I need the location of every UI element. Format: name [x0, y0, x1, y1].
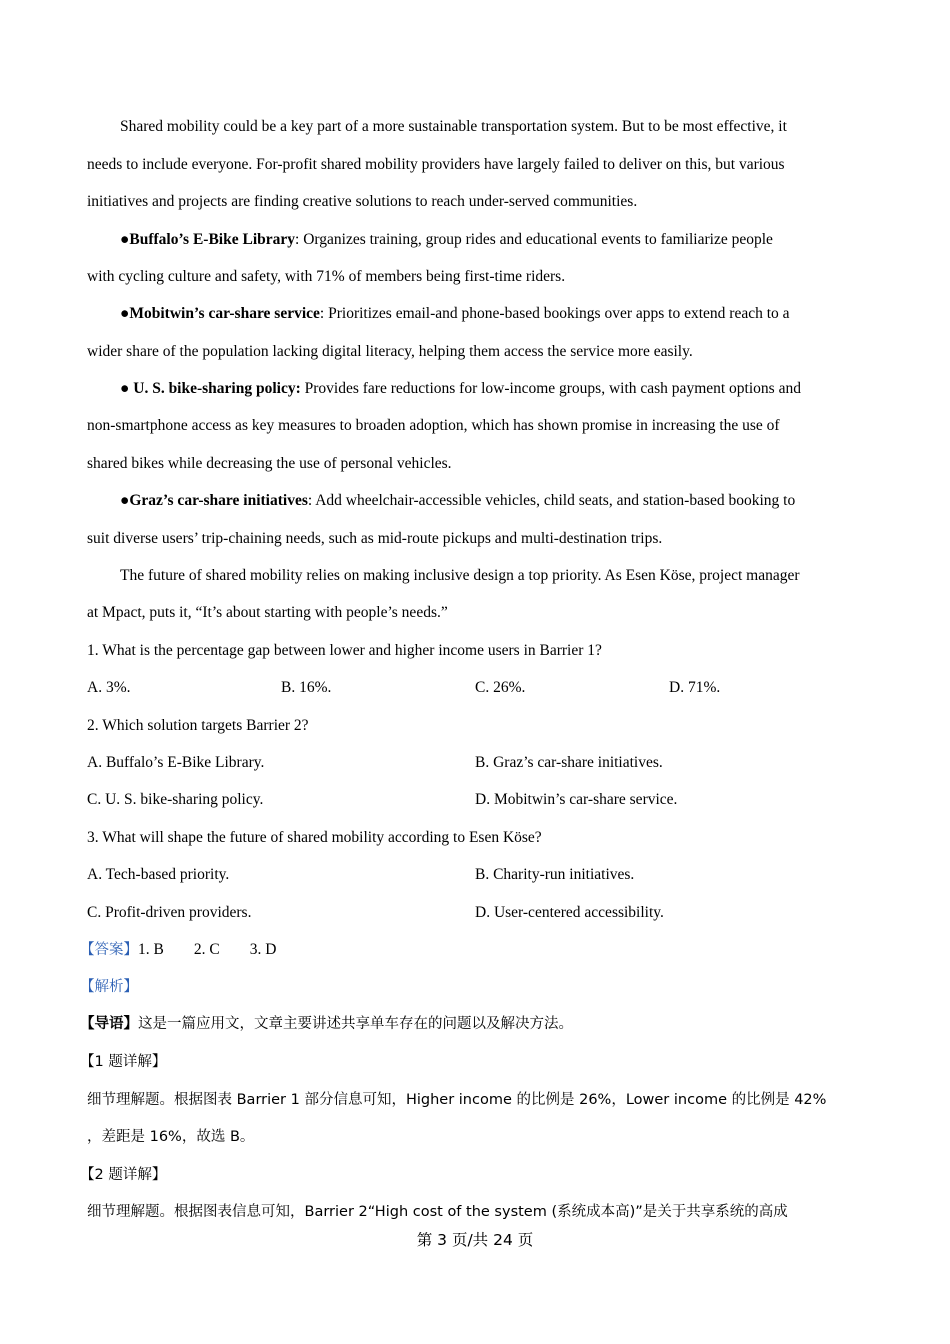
- bullet-mobitwin: [120, 304, 910, 324]
- bullet-text: shared bikes while decreasing the use of personal vehicles.: [87, 455, 452, 472]
- bullet-text: : Prioritizes email-and phone-based bookings over apps to extend reach to a: [319, 305, 790, 322]
- page-footer: 第 3 页/共 24 页: [416, 1231, 534, 1249]
- answer-label: 【答案】: [80, 942, 138, 958]
- q3-option-b: B. Charity-run initiatives.: [475, 866, 635, 883]
- q1-option-b: B. 16%.: [281, 679, 332, 696]
- detail-1-text: ，差距是 16%，故选 B。: [87, 1129, 255, 1145]
- detail-2-label: 【2 题详解】: [80, 1167, 167, 1183]
- question-2: 2. Which solution targets Barrier 2?: [87, 717, 309, 734]
- bullet-title: Mobitwin’s car-share service: [129, 305, 320, 322]
- answer-line: [80, 940, 870, 960]
- q2-option-b: B. Graz’s car-share initiatives.: [475, 754, 663, 771]
- intro-line: Shared mobility could be a key part of a more sustainable transportation system. But to be most effective, it: [120, 118, 787, 135]
- q3-option-c: C. Profit-driven providers.: [87, 904, 252, 921]
- bullet-us-policy: [120, 379, 910, 399]
- q2-option-a: A. Buffalo’s E-Bike Library.: [87, 754, 265, 771]
- bullet-title: U. S. bike-sharing policy:: [133, 380, 301, 397]
- answer-item: 3. D: [249, 941, 277, 958]
- bullet-text: : Organizes training, group rides and educational events to familiarize people: [295, 231, 773, 248]
- q3-option-d: D. User-centered accessibility.: [475, 904, 664, 921]
- bullet-text: with cycling culture and safety, with 71% of members being first-time riders.: [87, 268, 566, 285]
- guide-line: [80, 1014, 870, 1034]
- answer-item: 2. C: [193, 941, 220, 958]
- bullet-text: wider share of the population lacking digital literacy, helping them access the service more easily.: [87, 343, 693, 360]
- detail-1-label: 【1 题详解】: [80, 1054, 167, 1070]
- bullet-icon: ●: [120, 492, 130, 509]
- bullet-text: Provides fare reductions for low-income groups, with cash payment options and: [300, 380, 801, 397]
- bullet-text: suit diverse users’ trip-chaining needs, such as mid-route pickups and multi-destination trips.: [87, 530, 663, 547]
- q3-option-a: A. Tech-based priority.: [87, 866, 230, 883]
- q1-option-a: A. 3%.: [87, 679, 131, 696]
- bullet-icon: ●: [120, 305, 130, 322]
- bullet-graz: [120, 491, 910, 511]
- analysis-label: 【解析】: [80, 979, 138, 995]
- detail-1-text: 细节理解题。根据图表 Barrier 1 部分信息可知，Higher income 的比例是 26%，Lower income 的比例是 42%: [87, 1092, 827, 1108]
- guide-label: 【导语】: [80, 1016, 138, 1032]
- q1-option-d: D. 71%.: [669, 679, 721, 696]
- intro-line: initiatives and projects are finding creative solutions to reach under-served communities.: [87, 193, 638, 210]
- q2-option-d: D. Mobitwin’s car-share service.: [475, 791, 678, 808]
- bullet-title: Graz’s car-share initiatives: [129, 492, 308, 509]
- bullet-text: non-smartphone access as key measures to broaden adoption, which has shown promise in increasing the use of: [87, 417, 780, 434]
- answer-item: 1. B: [138, 941, 164, 958]
- conclusion-line: The future of shared mobility relies on making inclusive design a top priority. As Esen Köse, project manager: [120, 567, 800, 584]
- bullet-icon: ●: [120, 380, 134, 397]
- q2-option-c: C. U. S. bike-sharing policy.: [87, 791, 264, 808]
- detail-2-text: 细节理解题。根据图表信息可知，Barrier 2“High cost of the system (系统成本高)”是关于共享系统的高成: [87, 1204, 788, 1220]
- question-1: 1. What is the percentage gap between lower and higher income users in Barrier 1?: [87, 642, 602, 659]
- guide-text: 这是一篇应用文，文章主要讲述共享单车存在的问题以及解决方法。: [138, 1016, 573, 1032]
- bullet-icon: ●: [120, 231, 130, 248]
- bullet-title: Buffalo’s E-Bike Library: [129, 231, 296, 248]
- conclusion-line: at Mpact, puts it, “It’s about starting with people’s needs.”: [87, 604, 448, 621]
- bullet-buffalo: [120, 230, 910, 250]
- bullet-text: : Add wheelchair-accessible vehicles, child seats, and station-based booking to: [307, 492, 796, 509]
- intro-line: needs to include everyone. For-profit shared mobility providers have largely failed to deliver on this, but various: [87, 156, 785, 173]
- question-3: 3. What will shape the future of shared mobility according to Esen Köse?: [87, 829, 542, 846]
- q1-option-c: C. 26%.: [475, 679, 526, 696]
